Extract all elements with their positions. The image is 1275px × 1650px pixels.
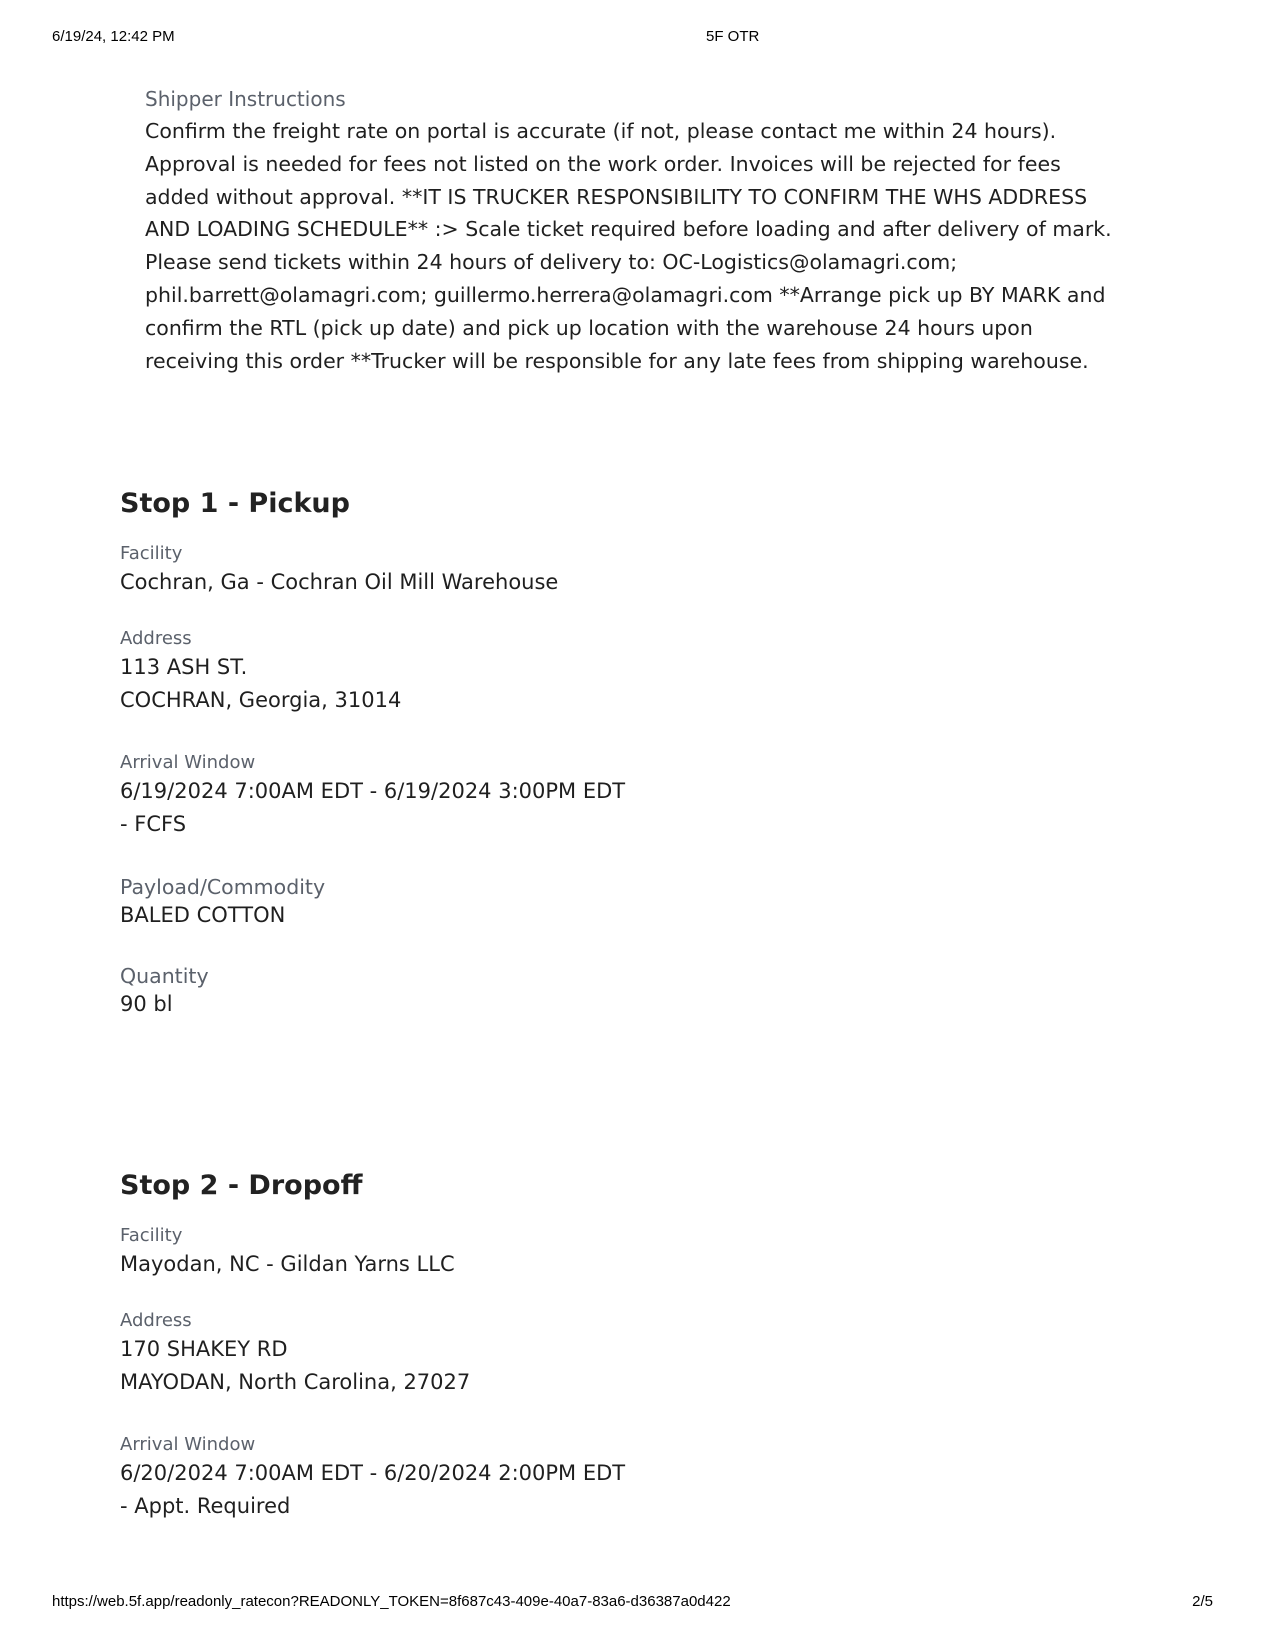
stop-1-payload: [120, 875, 1020, 932]
facility-label: Facility: [120, 1225, 183, 1246]
facility-value: Mayodan, NC - Gildan Yarns LLC: [120, 1252, 455, 1276]
address-label: Address: [120, 1310, 192, 1331]
stop-1-section: [120, 486, 1020, 1021]
print-footer: [52, 1593, 1223, 1613]
shipper-instructions-text: [145, 115, 1130, 377]
instruction-line: receiving this order **Trucker will be responsible for any late fees from shipping warehouse.: [145, 348, 1089, 373]
facility-label: Facility: [120, 543, 183, 564]
stop-2-arrival-window: [120, 1433, 1020, 1523]
stop-1-arrival-window: [120, 751, 1020, 841]
arrival-window-label: Arrival Window: [120, 752, 256, 773]
instruction-line: added without approval. **IT IS TRUCKER RESPONSIBILITY TO CONFIRM THE WHS ADDRESS: [145, 184, 1088, 209]
arrival-window-line-2: - Appt. Required: [120, 1494, 291, 1518]
instruction-line: phil.barrett@olamagri.com; guillermo.herrera@olamagri.com **Arrange pick up BY MARK and: [145, 282, 1106, 307]
print-title: 5F OTR: [706, 28, 760, 45]
instruction-line: Approval is needed for fees not listed on the work order. Invoices will be rejected for fees: [145, 151, 1061, 176]
stop-2-address: [120, 1309, 1020, 1399]
arrival-window-line-1: 6/20/2024 7:00AM EDT - 6/20/2024 2:00PM EDT: [120, 1461, 626, 1485]
address-line-2: MAYODAN, North Carolina, 27027: [120, 1370, 471, 1394]
address-line-1: 113 ASH ST.: [120, 655, 248, 679]
print-datetime: 6/19/24, 12:42 PM: [52, 28, 175, 45]
instruction-line: AND LOADING SCHEDULE** :> Scale ticket required before loading and after delivery of mark.: [145, 217, 1112, 242]
stop-1-title: Stop 1 - Pickup: [120, 488, 350, 519]
address-label: Address: [120, 628, 192, 649]
quantity-label: Quantity: [120, 964, 209, 988]
stop-2-title: Stop 2 - Dropoff: [120, 1170, 363, 1201]
facility-value: Cochran, Ga - Cochran Oil Mill Warehouse: [120, 570, 559, 594]
payload-label: Payload/Commodity: [120, 875, 326, 899]
shipper-instructions-label: Shipper Instructions: [145, 87, 346, 111]
page-url: https://web.5f.app/readonly_ratecon?READONLY_TOKEN=8f687c43-409e-40a7-83a6-d36387a0d422: [52, 1593, 731, 1610]
quantity-value: 90 bl: [120, 992, 173, 1016]
instruction-line: Confirm the freight rate on portal is accurate (if not, please contact me within 24 hours).: [145, 119, 1057, 143]
payload-value: BALED COTTON: [120, 903, 286, 927]
arrival-window-line-1: 6/19/2024 7:00AM EDT - 6/19/2024 3:00PM EDT: [120, 779, 626, 803]
stop-1-address: [120, 627, 1020, 717]
arrival-window-line-2: - FCFS: [120, 812, 187, 836]
instruction-line: Please send tickets within 24 hours of delivery to: OC-Logistics@olamagri.com;: [145, 250, 958, 275]
stop-1-facility: [120, 542, 1020, 599]
instruction-line: confirm the RTL (pick up date) and pick up location with the warehouse 24 hours upon: [145, 315, 1033, 340]
stop-2-section: [120, 1168, 1020, 1523]
page-number: 2/5: [1192, 1593, 1213, 1610]
shipper-instructions: [145, 84, 1130, 377]
address-line-1: 170 SHAKEY RD: [120, 1337, 288, 1361]
print-header: [52, 28, 1223, 48]
stop-2-facility: [120, 1224, 1020, 1281]
stop-1-quantity: [120, 964, 1020, 1021]
arrival-window-label: Arrival Window: [120, 1434, 256, 1455]
address-line-2: COCHRAN, Georgia, 31014: [120, 688, 402, 712]
